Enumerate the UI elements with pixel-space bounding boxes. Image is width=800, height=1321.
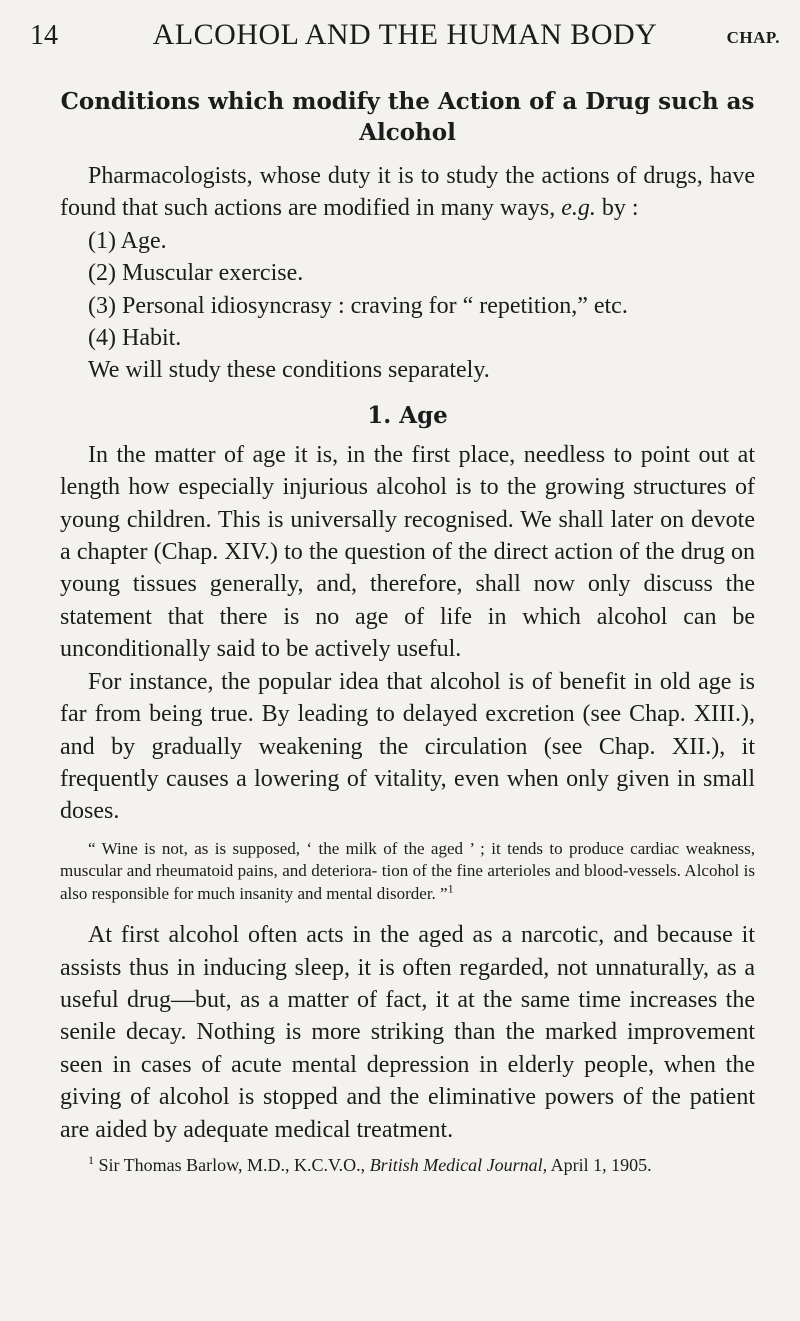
list-item: (4) Habit. xyxy=(88,325,182,352)
section-title-line1: Conditions which modify the Action of a Drug such as xyxy=(60,88,755,115)
chapter-abbrev: CHAP. xyxy=(726,28,780,47)
footnote-text-post: April 1, 1905. xyxy=(547,1155,652,1176)
quote-text: “ Wine is not, as is supposed, ‘ the milk of the aged ’ ; it tends to produce cardiac weakness, muscular and rheumatoid pains, and deteriora- tion of the fine arterioles and blood-vessels. Alcohol is also responsible for much insanity and mental disorder. ” xyxy=(60,838,755,903)
list-item: (3) Personal idiosyncrasy : craving for “ repetition,” etc. xyxy=(88,292,628,319)
running-title: ALCOHOL AND THE HUMAN BODY xyxy=(152,18,658,51)
footnote-journal: British Medical Journal, xyxy=(369,1155,548,1176)
footnote-ref: 1 xyxy=(447,881,454,896)
intro-text: Pharmacologists, whose duty it is to study the actions of drugs, have found that such actions are modified in many ways, xyxy=(60,163,755,222)
page-body xyxy=(60,86,755,1177)
footnote xyxy=(60,1154,755,1177)
footnote-mark: 1 xyxy=(88,1153,94,1168)
list-item: (1) Age. xyxy=(88,227,167,254)
intro-end: by : xyxy=(595,195,639,222)
age-paragraph-3: At first alcohol often acts in the aged as a narcotic, and because it assists thus in inducing sleep, it is often regarded, not unnaturally, as a useful drug—but, as a matter of fact, it at the same time increases the senile decay. Nothing is more striking than the marked improvement seen in cases of acute mental depression in elderly people, when the giving of alcohol is stopped and the eliminative powers of the patient are aided by adequate medical treatment. xyxy=(60,922,755,1143)
closing-paragraph: We will study these conditions separately. xyxy=(88,357,490,384)
list-item: (2) Muscular exercise. xyxy=(88,260,304,287)
age-paragraph-2: For instance, the popular idea that alcohol is of benefit in old age is far from being true. By leading to delayed excretion (see Chap. XIII.), and by gradually weakening the circulation (see Chap. XII.), it frequently causes a lowering of vitality, even when only given in small doses. xyxy=(60,668,755,825)
age-paragraph-1: In the matter of age it is, in the first place, needless to point out at length how especially injurious alcohol is to the growing structures of young children. This is universally recognised. We shall later on devote a chapter (Chap. XIV.) to the question of the direct action of the drug on young tissues generally, and, therefore, shall now only discuss the statement that there is no age of life in which alcohol can be unconditionally said to be actively useful. xyxy=(60,441,755,663)
section-title-line2: Alcohol xyxy=(359,119,456,146)
intro-eg: e.g. xyxy=(561,195,596,222)
section-title xyxy=(60,86,755,148)
conditions-list xyxy=(60,225,755,355)
quotation xyxy=(60,838,755,906)
page-number: 14 xyxy=(30,20,58,51)
age-heading: 1. Age xyxy=(367,401,448,429)
footnote-text-pre: Sir Thomas Barlow, M.D., K.C.V.O., xyxy=(94,1155,370,1176)
intro-paragraph xyxy=(60,160,755,225)
running-head xyxy=(30,14,780,58)
